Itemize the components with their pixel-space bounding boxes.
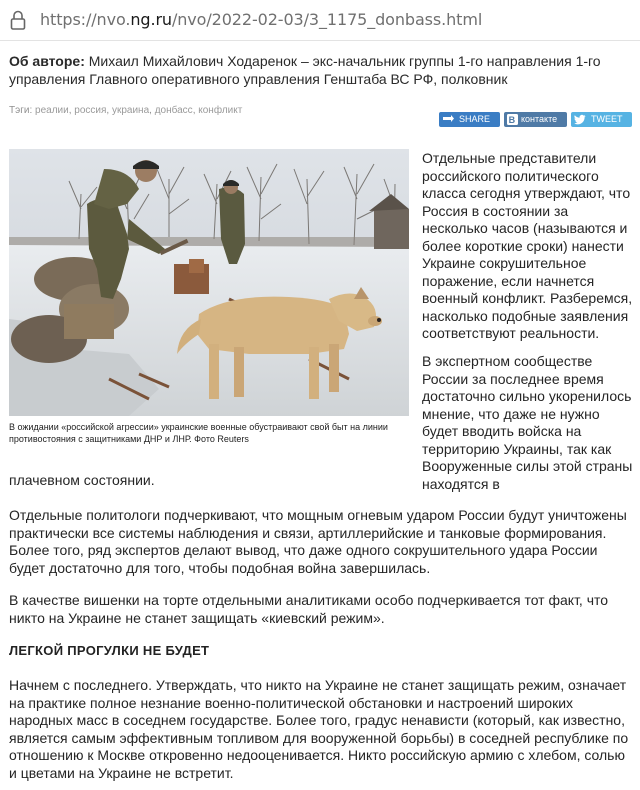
article-paragraph-4: В качестве вишенки на торте отдельными аналитиками особо подчеркивается тот факт, что никто на Украине не станет защищать «киевский режим». — [9, 592, 609, 626]
author-text: Михаил Михайлович Ходаренок – экс-начальник группы 1-го направления 1-го управления Главного оперативного управления Генштаба ВС РФ, полковник — [9, 53, 601, 87]
tag-link[interactable]: реалии — [35, 105, 69, 116]
article-paragraph-5: Начнем с последнего. Утверждать, что никто на Украине не станет защищать режим, означает на практике полное незнание военно-политической обстановки и настроений широких народных масс в соседнем государстве. Более того, градус ненависти (который, как известно, является самым эффективным топливом для вооруженной борьбы) в соседней республике по отношению к Москве откровенно недооценивается. Никто российскую армию с хлебом, солью и цветами на Украине не встретит. — [9, 677, 629, 781]
vk-share-label: контакте — [521, 114, 558, 124]
tags-label: Тэги: — [9, 105, 33, 116]
tag-link[interactable]: россия — [74, 105, 107, 116]
article-photo — [9, 149, 409, 416]
lock-icon — [10, 9, 26, 31]
twitter-icon — [574, 114, 586, 125]
article-paragraph-1: Отдельные представители российского политического класса сегодня утверждают, что Россия в состоянии за несколько часов (называются и более короткие сроки) нанести Украине сокрушительное поражение, если начнется военный конфликт. Разберемся, насколько подобные заявления соответствуют реальности. — [422, 150, 633, 341]
article-paragraph-2-end: плачевном состоянии. — [9, 472, 155, 488]
soldiers-and-dog-photo — [9, 149, 409, 416]
photo-caption: В ожидании «российской агрессии» украинские военные обустраивают свой быт на линии противостояния с защитниками ДНР и ЛНР. Фото Reuters — [9, 422, 388, 444]
tag-link[interactable]: донбасс — [154, 105, 193, 116]
facebook-share-button[interactable] — [439, 112, 500, 127]
twitter-share-button[interactable] — [571, 112, 632, 127]
section-heading: ЛЕГКОЙ ПРОГУЛКИ НЕ БУДЕТ — [9, 643, 210, 658]
tag-link[interactable]: украина — [111, 105, 150, 116]
url-domain: ng.ru — [130, 10, 172, 29]
facebook-share-label: SHARE — [459, 114, 491, 124]
author-label: Об авторе: — [9, 53, 85, 69]
url-prefix: https://nvo. — [40, 10, 131, 29]
article-paragraph-2: В экспертном сообществе России за последнее время достаточно сильно укоренилось мнение, что даже не нужно будет вводить войска на территорию Украины, так как Вооруженные силы этой страны находятся в — [422, 353, 633, 492]
tags-line: Тэги: реалии, россия, украина, донбасс, конфликт — [9, 105, 243, 116]
twitter-share-label: TWEET — [591, 114, 623, 124]
vk-share-button[interactable] — [504, 112, 567, 127]
address-bar[interactable] — [0, 0, 640, 41]
vk-icon — [507, 114, 519, 125]
url-text[interactable] — [40, 10, 482, 29]
tag-link[interactable]: конфликт — [198, 105, 243, 116]
url-path: /nvo/2022-02-03/3_1175_donbass.html — [171, 10, 483, 29]
svg-text:B: B — [508, 115, 516, 125]
author-info — [9, 52, 629, 88]
article-paragraph-3: Отдельные политологи подчеркивают, что мощным огневым ударом России будут уничтожены практически все системы наблюдения и связи, артиллерийские и танковые формирования. Более того, ряд экспертов делают вывод, что даже одного сокрушительного удара России будет достаточно для того, чтобы подобная война завершилась. — [9, 507, 627, 576]
facebook-icon — [442, 114, 454, 125]
